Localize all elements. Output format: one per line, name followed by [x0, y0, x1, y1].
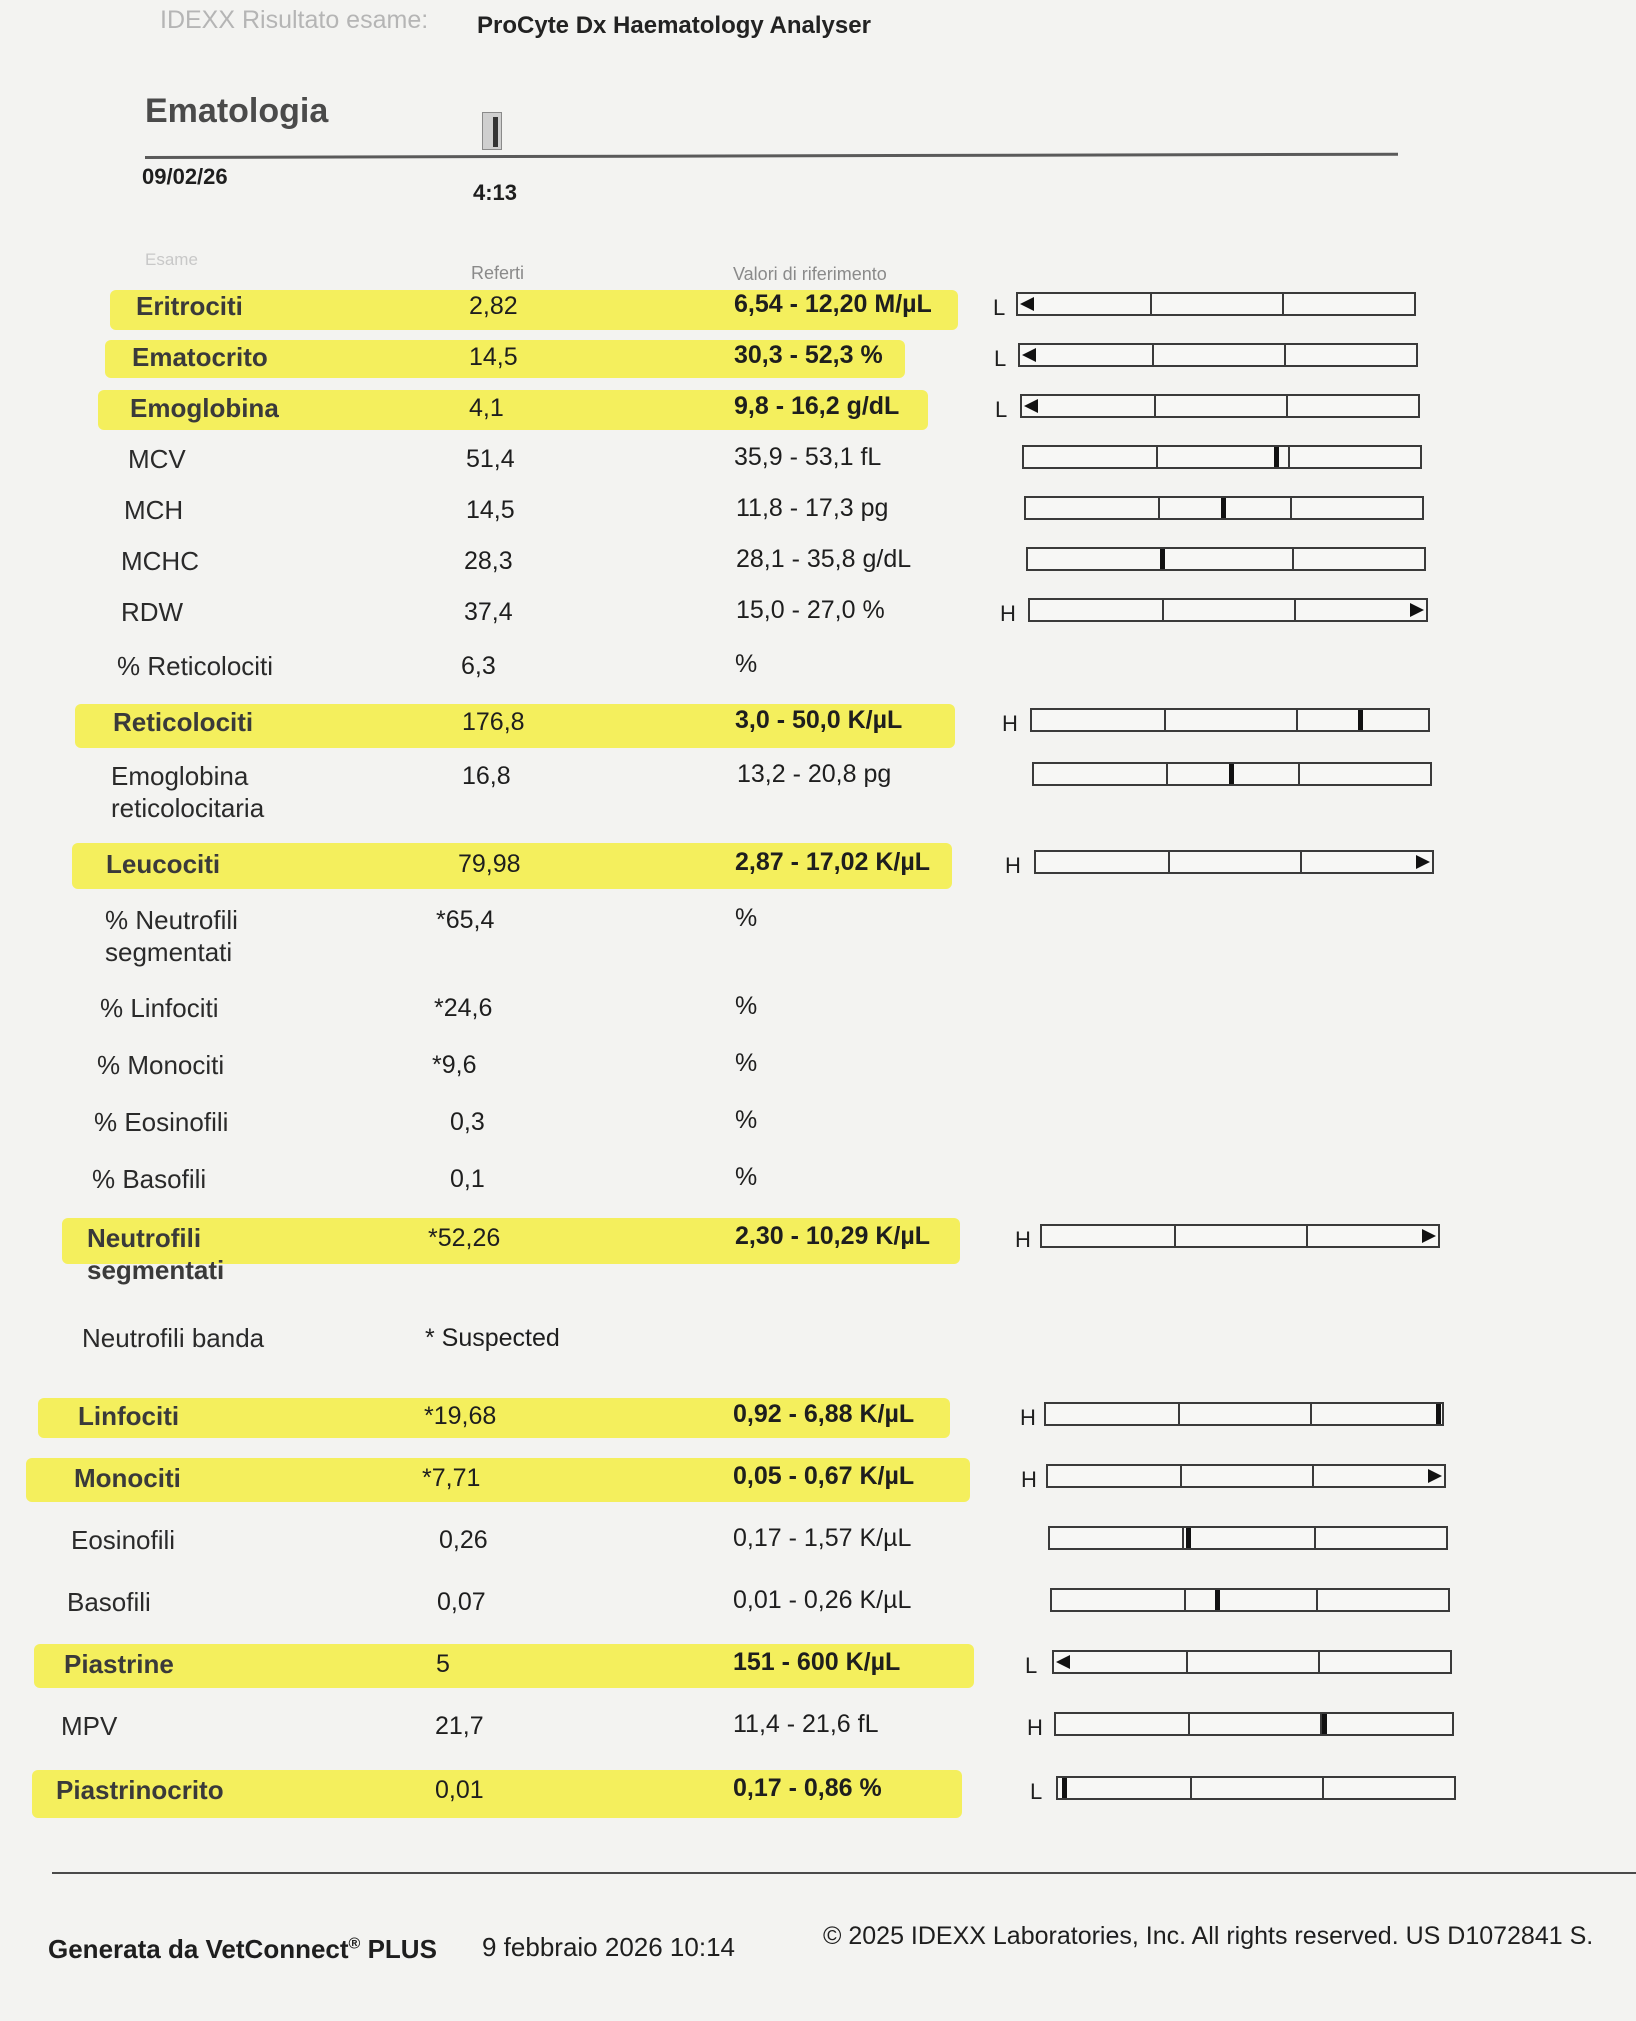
reference-range: 0,01 - 0,26 K/µL — [733, 1586, 912, 1614]
value-marker — [1215, 1590, 1220, 1610]
low-arrow-icon — [1024, 399, 1038, 413]
low-arrow-icon — [1022, 348, 1036, 362]
low-arrow-icon — [1056, 1655, 1070, 1669]
range-bar-divider — [1322, 1778, 1324, 1798]
result-value: 0,3 — [450, 1108, 485, 1136]
section-divider — [145, 153, 1398, 159]
reference-range: 30,3 - 52,3 % — [734, 341, 883, 369]
result-value: *52,26 — [428, 1224, 501, 1252]
range-flag: H — [1027, 1715, 1043, 1740]
range-flag: H — [1020, 1405, 1036, 1430]
range-flag: L — [994, 346, 1007, 371]
range-bar-divider — [1164, 710, 1166, 730]
result-value: 176,8 — [462, 708, 525, 736]
section-title: Ematologia — [145, 92, 329, 130]
range-bar-divider — [1288, 447, 1290, 467]
test-name — [64, 1648, 174, 1680]
test-name — [87, 1222, 224, 1286]
range-flag: L — [1025, 1653, 1038, 1678]
range-bar-divider — [1174, 1226, 1176, 1246]
value-marker — [1160, 549, 1165, 569]
test-name-line: % Reticolociti — [117, 651, 274, 681]
test-name — [132, 341, 268, 373]
reference-range: 3,0 - 50,0 K/µL — [735, 706, 903, 734]
range-bar-divider — [1186, 1652, 1188, 1672]
range-bar-divider — [1296, 710, 1298, 730]
test-name — [92, 1163, 206, 1195]
footer-plus: PLUS — [367, 1934, 437, 1964]
test-name — [67, 1586, 151, 1618]
range-bar-divider — [1156, 447, 1158, 467]
value-marker — [1062, 1778, 1067, 1798]
range-bar-divider — [1154, 396, 1156, 416]
test-name-line: Basofili — [67, 1587, 151, 1617]
test-name-line: % Neutrofili — [105, 905, 238, 935]
range-bar — [1052, 1650, 1452, 1674]
test-name-line: Eritrociti — [136, 291, 243, 321]
result-value: *9,6 — [432, 1051, 477, 1079]
range-bar-divider — [1180, 1466, 1182, 1486]
test-name-line: Linfociti — [78, 1401, 180, 1431]
reference-range: 2,30 - 10,29 K/µL — [735, 1222, 931, 1250]
test-name-line: reticolocitaria — [111, 793, 265, 823]
reference-range: 0,05 - 0,67 K/µL — [733, 1462, 915, 1490]
reference-range: % — [735, 1106, 758, 1134]
test-name — [78, 1400, 179, 1432]
result-value: 51,4 — [466, 445, 515, 473]
range-bar — [1034, 850, 1434, 874]
reference-range: % — [735, 992, 758, 1020]
test-name-line: Emoglobina — [111, 761, 249, 791]
test-name — [106, 848, 220, 880]
range-bar-divider — [1310, 1404, 1312, 1424]
reference-range: 151 - 600 K/µL — [733, 1648, 901, 1676]
test-name-line: Piastrinocrito — [56, 1775, 224, 1805]
test-name-line: Reticolociti — [113, 707, 254, 737]
test-name-line: MPV — [61, 1711, 118, 1741]
high-arrow-icon — [1410, 603, 1424, 617]
result-value: 0,07 — [437, 1588, 486, 1616]
test-name-line: MCH — [124, 495, 184, 525]
result-value: 14,5 — [466, 496, 515, 524]
range-bar-divider — [1314, 1528, 1316, 1548]
range-bar-divider — [1286, 396, 1288, 416]
high-arrow-icon — [1416, 855, 1430, 869]
result-value: 21,7 — [435, 1712, 484, 1740]
test-name-line: % Eosinofili — [94, 1107, 229, 1137]
column-header-exam: Esame — [145, 250, 198, 269]
test-name-line: % Basofili — [92, 1164, 207, 1194]
test-name — [94, 1106, 228, 1138]
test-name-line: Piastrine — [64, 1649, 174, 1679]
range-bar-divider — [1282, 294, 1284, 314]
value-marker — [1229, 764, 1234, 784]
range-bar-divider — [1184, 1590, 1186, 1610]
reference-range: 35,9 - 53,1 fL — [734, 443, 882, 471]
range-bar-divider — [1316, 1590, 1318, 1610]
range-bar-divider — [1152, 345, 1154, 365]
range-bar — [1024, 496, 1424, 520]
value-marker — [1186, 1528, 1191, 1548]
test-name-line: % Linfociti — [100, 993, 219, 1023]
exam-time: 4:13 — [473, 180, 518, 205]
range-bar-divider — [1292, 549, 1294, 569]
result-value: 6,3 — [461, 652, 496, 680]
range-bar-divider — [1162, 600, 1164, 620]
range-bar-divider — [1290, 498, 1292, 518]
result-value: * Suspected — [425, 1324, 560, 1352]
test-name-line: Emoglobina — [130, 393, 279, 423]
range-bar-divider — [1178, 1404, 1180, 1424]
test-name — [74, 1462, 181, 1494]
exam-date: 09/02/26 — [142, 164, 228, 189]
value-marker — [1436, 1404, 1441, 1424]
footer-date: 9 febbraio 2026 10:14 — [482, 1932, 735, 1962]
result-value: 79,98 — [458, 850, 521, 878]
header-prefix: IDEXX Risultato esame: — [160, 6, 429, 34]
range-bar — [1032, 762, 1432, 786]
footer-reg-mark: ® — [348, 1935, 361, 1953]
range-flag: H — [1021, 1467, 1037, 1492]
value-marker — [1274, 447, 1279, 467]
reference-range: 0,17 - 1,57 K/µL — [733, 1524, 912, 1552]
range-bar-divider — [1168, 852, 1170, 872]
value-marker — [1322, 1714, 1327, 1734]
range-bar-divider — [1298, 764, 1300, 784]
test-name — [111, 760, 264, 824]
result-value: 4,1 — [469, 394, 504, 422]
range-flag: H — [1002, 711, 1018, 736]
range-bar — [1022, 445, 1422, 469]
range-bar-divider — [1318, 1652, 1320, 1672]
reference-range: 11,8 - 17,3 pg — [736, 494, 889, 522]
reference-range: 0,17 - 0,86 % — [733, 1774, 882, 1802]
range-bar — [1046, 1464, 1446, 1488]
reference-range: % — [735, 904, 758, 932]
reference-range: 13,2 - 20,8 pg — [737, 760, 892, 788]
result-value: *7,71 — [422, 1464, 481, 1492]
test-name-line: MCV — [128, 444, 186, 474]
bookmark-icon — [482, 112, 502, 150]
test-name — [117, 650, 273, 682]
test-name — [105, 904, 238, 968]
range-bar — [1054, 1712, 1454, 1736]
range-flag: L — [995, 397, 1008, 422]
test-name — [121, 545, 199, 577]
range-bar-divider — [1190, 1778, 1192, 1798]
range-bar-divider — [1182, 1528, 1184, 1548]
range-bar-divider — [1306, 1226, 1308, 1246]
range-bar — [1020, 394, 1420, 418]
test-name-line: Ematocrito — [132, 342, 268, 372]
column-header-reference: Valori di riferimento — [733, 264, 887, 284]
result-value: *65,4 — [436, 906, 495, 934]
reference-range: 2,87 - 17,02 K/µL — [735, 848, 931, 876]
range-bar-divider — [1300, 852, 1302, 872]
range-bar — [1026, 547, 1426, 571]
range-bar — [1048, 1526, 1448, 1550]
result-value: *19,68 — [424, 1402, 497, 1430]
test-name — [97, 1049, 224, 1081]
test-name — [113, 706, 253, 738]
result-value: 0,01 — [435, 1776, 484, 1804]
range-bar-divider — [1166, 764, 1168, 784]
test-name-line: Leucociti — [106, 849, 221, 879]
range-flag: H — [1000, 601, 1016, 626]
test-name — [82, 1322, 264, 1354]
high-arrow-icon — [1422, 1229, 1436, 1243]
range-flag: L — [1030, 1779, 1043, 1804]
reference-range: 28,1 - 35,8 g/dL — [736, 545, 912, 573]
test-name-line: Neutrofili banda — [82, 1323, 265, 1353]
range-flag: H — [1005, 853, 1021, 878]
range-bar-divider — [1150, 294, 1152, 314]
result-value: 0,1 — [450, 1165, 485, 1193]
test-name-line: segmentati — [105, 937, 233, 967]
reference-range: 9,8 - 16,2 g/dL — [734, 392, 900, 420]
range-bar — [1028, 598, 1428, 622]
value-marker — [1221, 498, 1226, 518]
footer-divider — [52, 1872, 1636, 1874]
reference-range: 6,54 - 12,20 M/µL — [734, 290, 932, 318]
test-name-line: Neutrofili — [87, 1223, 202, 1253]
reference-range: 11,4 - 21,6 fL — [733, 1710, 879, 1738]
footer-copyright: © 2025 IDEXX Laboratories, Inc. All rights reserved. US D1072841 S. — [823, 1922, 1594, 1950]
test-name — [130, 392, 279, 424]
test-name — [136, 290, 243, 322]
footer-generated-by: Generata da VetConnect — [48, 1934, 349, 1964]
test-name-line: Monociti — [74, 1463, 181, 1493]
analyser-title: ProCyte Dx Haematology Analyser — [477, 12, 871, 39]
test-name-line: RDW — [121, 597, 184, 627]
test-name-line: % Monociti — [97, 1050, 225, 1080]
footer-generator — [48, 1934, 437, 1965]
test-name — [128, 443, 186, 475]
result-value: 28,3 — [464, 547, 513, 575]
result-value: *24,6 — [434, 994, 493, 1022]
range-bar — [1044, 1402, 1444, 1426]
test-name — [61, 1710, 117, 1742]
value-marker — [1358, 710, 1363, 730]
result-value: 16,8 — [462, 762, 511, 790]
range-bar — [1050, 1588, 1450, 1612]
range-bar — [1056, 1776, 1456, 1800]
range-bar — [1016, 292, 1416, 316]
test-name — [124, 494, 183, 526]
low-arrow-icon — [1020, 297, 1034, 311]
high-arrow-icon — [1428, 1469, 1442, 1483]
reference-range: 0,92 - 6,88 K/µL — [733, 1400, 915, 1428]
result-value: 5 — [436, 1650, 450, 1678]
result-value: 14,5 — [469, 343, 518, 371]
reference-range: 15,0 - 27,0 % — [736, 596, 885, 624]
test-name-line: segmentati — [87, 1255, 225, 1285]
reference-range: % — [735, 1163, 758, 1191]
range-bar-divider — [1294, 600, 1296, 620]
reference-range: % — [735, 1049, 758, 1077]
column-header-results: Referti — [471, 263, 525, 283]
result-value: 2,82 — [469, 292, 518, 320]
range-bar — [1040, 1224, 1440, 1248]
test-name-line: Eosinofili — [71, 1525, 176, 1555]
range-bar-divider — [1158, 498, 1160, 518]
result-value: 0,26 — [439, 1526, 488, 1554]
range-bar-divider — [1312, 1466, 1314, 1486]
range-flag: L — [993, 295, 1006, 320]
test-name — [100, 992, 219, 1024]
test-name — [121, 596, 183, 628]
range-bar — [1030, 708, 1430, 732]
result-value: 37,4 — [464, 598, 513, 626]
test-name-line: MCHC — [121, 546, 199, 576]
test-name — [71, 1524, 175, 1556]
range-bar-divider — [1284, 345, 1286, 365]
range-bar — [1018, 343, 1418, 367]
range-bar-divider — [1188, 1714, 1190, 1734]
range-flag: H — [1015, 1227, 1031, 1252]
test-name — [56, 1774, 224, 1806]
reference-range: % — [735, 650, 758, 678]
